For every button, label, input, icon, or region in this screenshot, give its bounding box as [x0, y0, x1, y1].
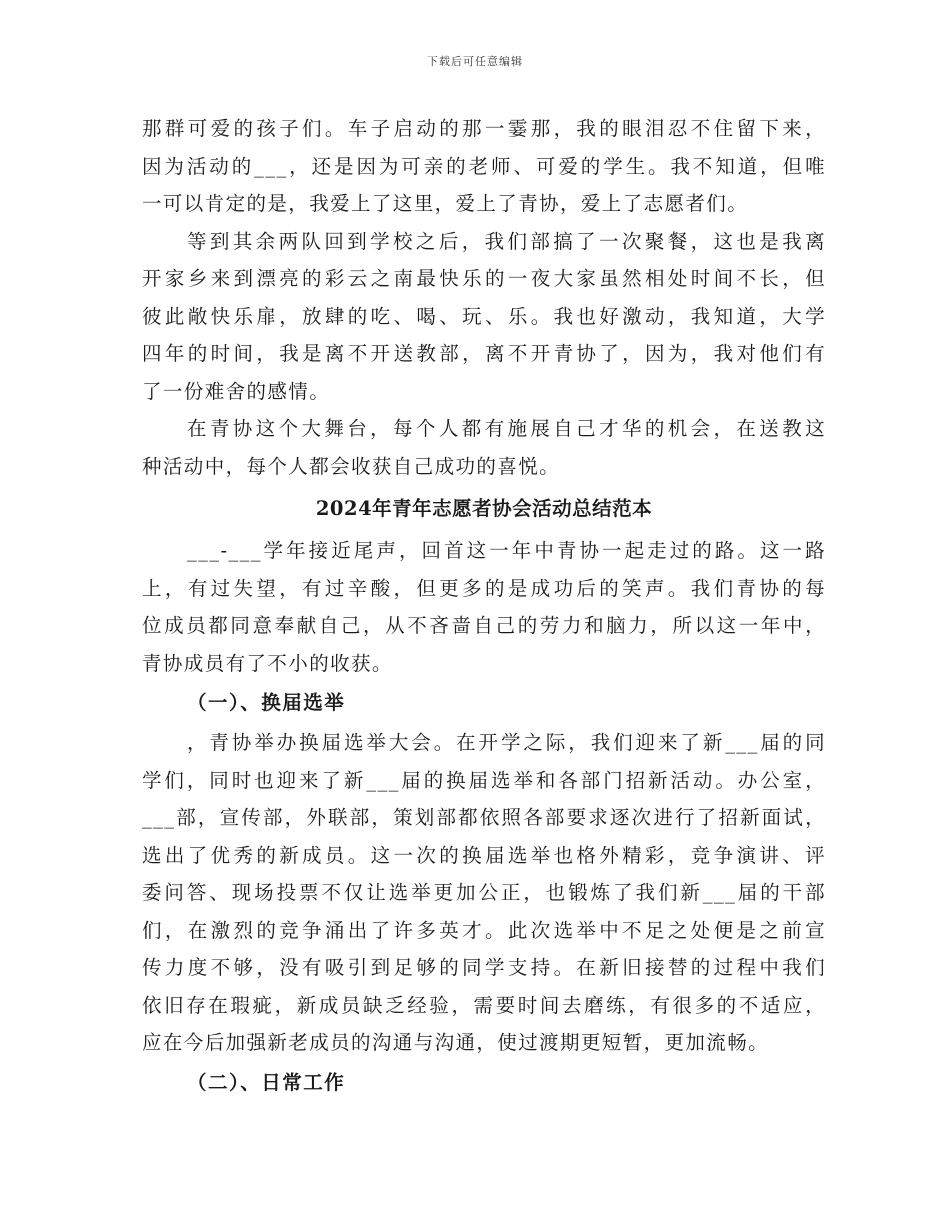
paragraph-3	[142, 410, 826, 485]
text-line: 四年的时间，我是离不开送教部，离不开青协了，因为，我对他们有	[142, 342, 826, 365]
text-line: 种活动中，每个人都会收获自己成功的喜悦。	[142, 454, 561, 478]
section-heading-2: （二）、日常工作	[187, 1070, 346, 1094]
text-line: 等到其余两队回到学校之后，我们部搞了一次聚餐，这也是我离	[187, 229, 826, 253]
document-title: 2024年青年志愿者协会活动总结范本	[315, 497, 653, 520]
text-line: 应在今后加强新老成员的沟通与沟通，使过渡期更短暂，更加流畅。	[142, 1031, 770, 1054]
text-line: 在青协这个大舞台，每个人都有施展自己才华的机会，在送教这	[187, 417, 826, 440]
paragraph-1	[142, 110, 826, 223]
text-line: 依旧存在瑕疵，新成员缺乏经验，需要时间去磨练，有很多的不适应，	[142, 993, 826, 1017]
paragraph-5	[142, 724, 826, 1062]
paragraph-2	[142, 223, 826, 411]
text-line: 那群可爱的孩子们。车子启动的那一霎那，我的眼泪忍不住留下来，	[142, 117, 826, 140]
text-line: 委问答、现场投票不仅让选举更加公正，也锻炼了我们新___届的干部	[142, 881, 826, 904]
text-line: 位成员都同意奉献自己，从不吝啬自己的劳力和脑力，所以这一年中，	[142, 614, 826, 637]
text-line: 选出了优秀的新成员。这一次的换届选举也格外精彩，竞争演讲、评	[142, 843, 826, 867]
text-line: 一可以肯定的是，我爱上了这里，爱上了青协，爱上了志愿者们。	[142, 192, 749, 215]
text-line: ___部，宣传部，外联部，策划部都依照各部要求逐次进行了招新面试，	[142, 806, 826, 829]
text-line: 彼此敞快乐扉，放肆的吃、喝、玩、乐。我也好激动，我知道，大学	[142, 304, 826, 328]
text-line: 因为活动的___，还是因为可亲的老师、可爱的学生。我不知道，但唯	[142, 154, 826, 178]
section-heading-1: （一）、换届选举	[187, 691, 346, 714]
text-line: 开家乡来到漂亮的彩云之南最快乐的一夜大家虽然相处时间不长，但	[142, 267, 826, 290]
text-line: 传力度不够，没有吸引到足够的同学支持。在新旧接替的过程中我们	[142, 956, 826, 979]
text-line: 青协成员有了不小的收获。	[142, 651, 393, 675]
text-line: 了一份难舍的感情。	[142, 379, 331, 403]
paragraph-4	[142, 532, 826, 682]
text-line: 们，在激烈的竞争涌出了许多英才。此次选举中不足之处便是之前宣	[142, 918, 826, 942]
text-line: 学们，同时也迎来了新___届的换届选举和各部门招新活动。办公室，	[142, 768, 826, 792]
text-line: 上，有过失望，有过辛酸，但更多的是成功后的笑声。我们青协的每	[142, 576, 826, 600]
header-note: 下载后可任意编辑	[427, 55, 523, 68]
text-line: ___-___学年接近尾声，回首这一年中青协一起走过的路。这一路	[187, 539, 826, 562]
document-body	[142, 110, 826, 1104]
text-line: ，青协举办换届选举大会。在开学之际，我们迎来了新___届的同	[187, 731, 826, 754]
